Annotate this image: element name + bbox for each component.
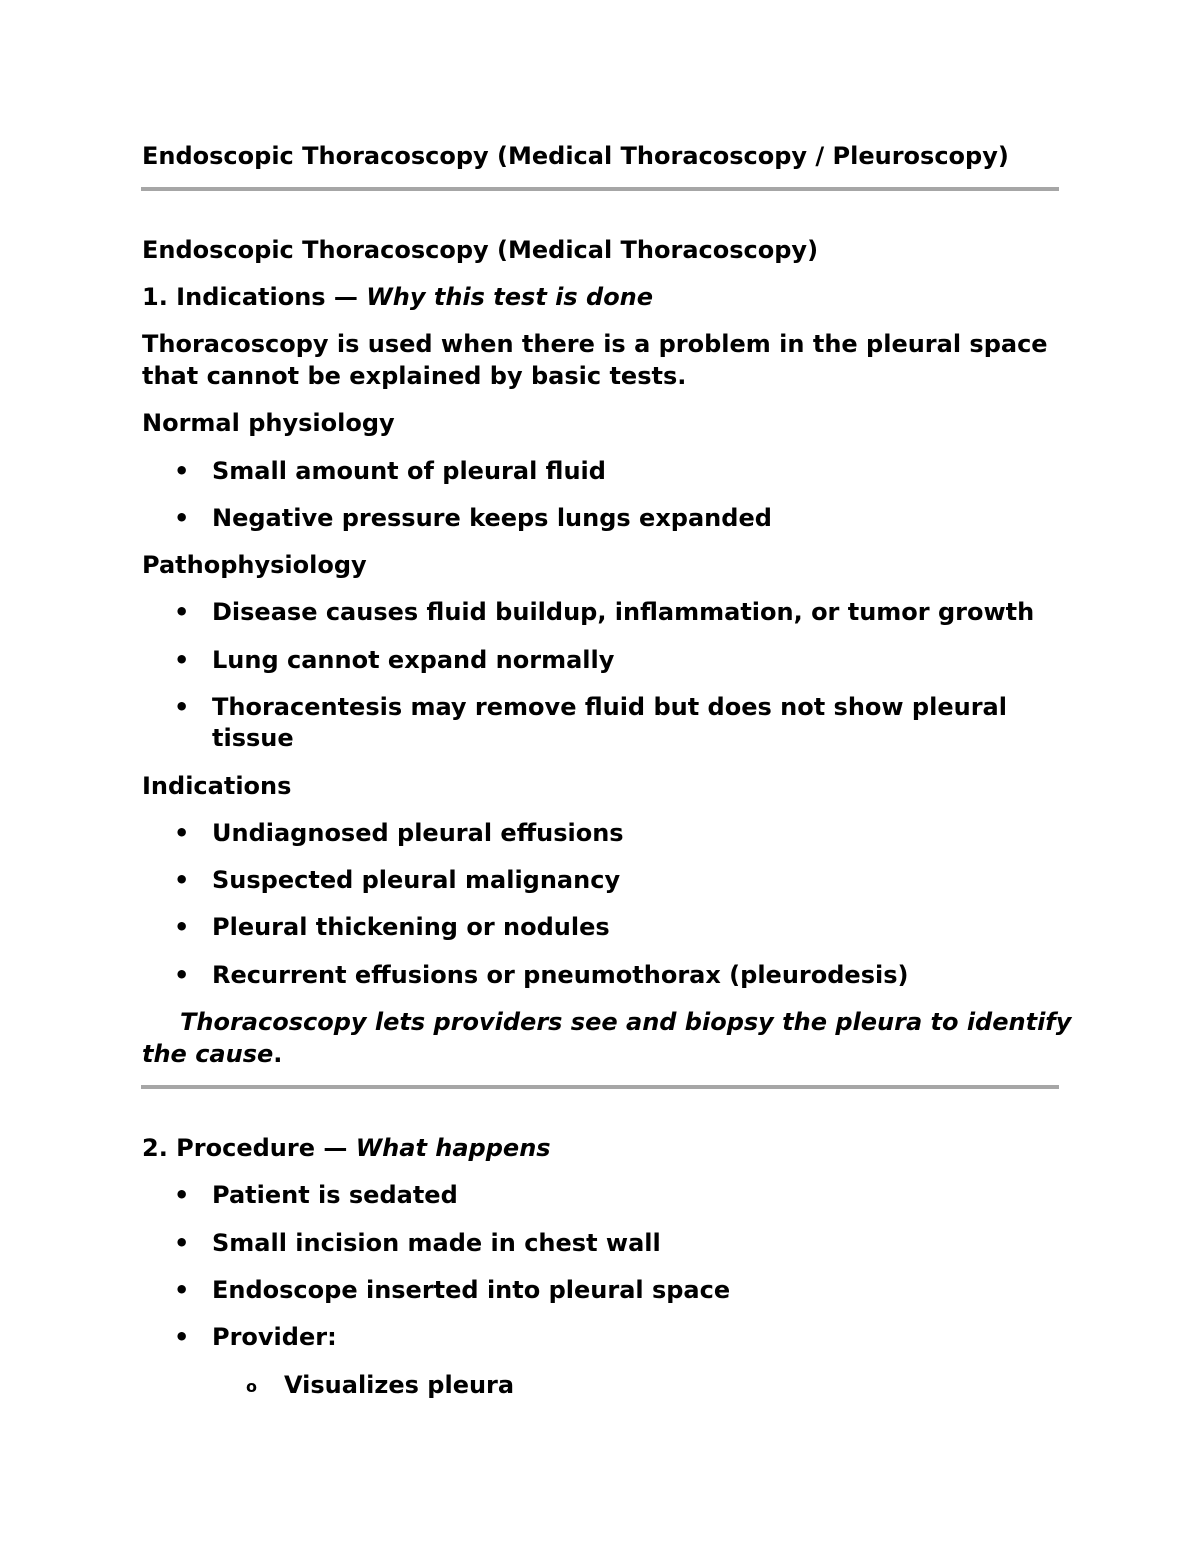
sub-bullet-icon: o — [246, 1377, 257, 1396]
bullet-icon: • — [174, 1323, 190, 1351]
section1-heading-italic: Why this test is done — [366, 283, 654, 311]
normal-physiology-label: Normal physiology — [142, 409, 395, 437]
list-item-text: Provider: — [212, 1323, 337, 1351]
list-item-text: Lung cannot expand normally — [212, 646, 615, 674]
summary-line-2 — [142, 1038, 282, 1070]
summary-text-end: the cause — [142, 1040, 274, 1068]
list-item-text: Small incision made in chest wall — [212, 1229, 661, 1257]
summary-period: . — [273, 1040, 283, 1068]
bullet-icon: • — [174, 598, 190, 626]
section1-heading-prefix: 1. Indications — — [142, 283, 367, 311]
bullet-icon: • — [174, 646, 190, 674]
list-item-text: Negative pressure keeps lungs expanded — [212, 504, 772, 532]
section1-heading — [142, 281, 653, 313]
bullet-icon: • — [174, 1229, 190, 1257]
list-item-text: Disease causes fluid buildup, inflammation, or tumor growth — [212, 598, 1035, 626]
list-item-text: tissue — [212, 724, 294, 752]
summary-text: Thoracoscopy lets providers see and biopsy the pleura to identify — [180, 1008, 1072, 1036]
intro-line-2: that cannot be explained by basic tests. — [142, 362, 687, 390]
indications-label: Indications — [142, 772, 292, 800]
bullet-icon: • — [174, 961, 190, 989]
bullet-icon: • — [174, 1276, 190, 1304]
bullet-icon: • — [174, 457, 190, 485]
list-item-text: Undiagnosed pleural effusions — [212, 819, 624, 847]
bullet-icon: • — [174, 913, 190, 941]
list-item-text: Small amount of pleural fluid — [212, 457, 606, 485]
section2-heading-italic: What happens — [355, 1134, 551, 1162]
bullet-icon: • — [174, 819, 190, 847]
intro-line-1: Thoracoscopy is used when there is a problem in the pleural space — [142, 330, 1048, 358]
list-item-text: Patient is sedated — [212, 1181, 458, 1209]
list-item-text: Thoracentesis may remove fluid but does not show pleural — [212, 693, 1007, 721]
bullet-icon: • — [174, 866, 190, 894]
list-item-text: Suspected pleural malignancy — [212, 866, 621, 894]
horizontal-rule — [141, 1085, 1059, 1089]
list-item-text: Pleural thickening or nodules — [212, 913, 610, 941]
document-title: Endoscopic Thoracoscopy (Medical Thoracoscopy / Pleuroscopy) — [142, 142, 1009, 170]
summary-line-1 — [180, 1006, 1071, 1038]
sub-list-item-text: Visualizes pleura — [284, 1371, 515, 1399]
bullet-icon: • — [174, 693, 190, 721]
pathophysiology-label: Pathophysiology — [142, 551, 367, 579]
list-item-text: Endoscope inserted into pleural space — [212, 1276, 731, 1304]
list-item-text: Recurrent effusions or pneumothorax (pleurodesis) — [212, 961, 909, 989]
section2-heading — [142, 1132, 551, 1164]
horizontal-rule — [141, 187, 1059, 191]
section-title: Endoscopic Thoracoscopy (Medical Thoracoscopy) — [142, 236, 819, 264]
bullet-icon: • — [174, 504, 190, 532]
section2-heading-prefix: 2. Procedure — — [142, 1134, 356, 1162]
bullet-icon: • — [174, 1181, 190, 1209]
